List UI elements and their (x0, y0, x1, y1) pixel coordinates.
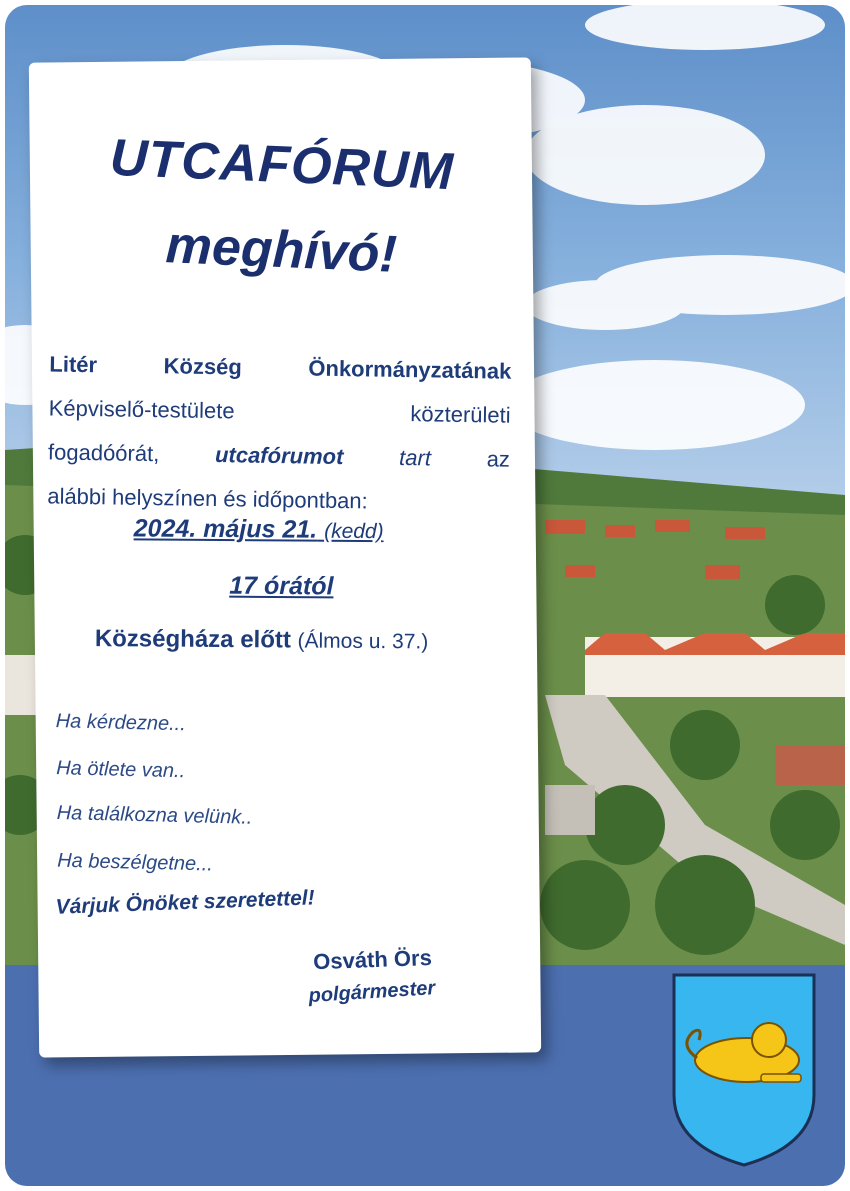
title-line1: UTCAFÓRUM (108, 128, 456, 202)
intro-word: az (486, 446, 511, 472)
intro-word: Község (163, 353, 243, 380)
intro-line1 (49, 342, 512, 393)
question-2: Ha ötlete van.. (55, 757, 186, 783)
welcome-text: Várjuk Önöket szeretettel! (55, 886, 316, 919)
intro-word: tart (398, 444, 432, 471)
question-3: Ha találkozna velünk.. (56, 801, 253, 829)
signature-title: polgármester (307, 977, 436, 1008)
title-line2: meghívó! (164, 216, 399, 284)
event-place-text: Községháza előtt (94, 625, 291, 654)
question-1: Ha kérdezne... (55, 710, 187, 736)
intro-word: Képviselő-testülete (48, 395, 235, 424)
event-date (134, 514, 384, 545)
question-4: Ha beszélgetne... (56, 849, 214, 876)
event-address: (Álmos u. 37.) (297, 629, 429, 654)
intro-word: Litér (49, 351, 98, 378)
intro-word: fogadóórát, (47, 439, 160, 467)
event-place (95, 625, 429, 655)
signature-name: Osváth Örs (312, 944, 433, 975)
event-day: (kedd) (324, 519, 384, 544)
invitation-card (29, 57, 541, 1057)
intro-line4: alábbi helyszínen és időpontban: (47, 483, 368, 514)
event-time: 17 órától (229, 571, 334, 601)
intro-paragraph (47, 342, 512, 525)
intro-word: közterületi (410, 401, 511, 428)
intro-word-emphasis: utcafórumot (214, 442, 344, 470)
coat-of-arms-lion-icon (669, 970, 819, 1170)
intro-line2 (48, 386, 511, 437)
intro-word: Önkormányzatának (308, 355, 512, 384)
event-date-text: 2024. május 21. (133, 514, 318, 544)
intro-line3 (48, 430, 511, 481)
